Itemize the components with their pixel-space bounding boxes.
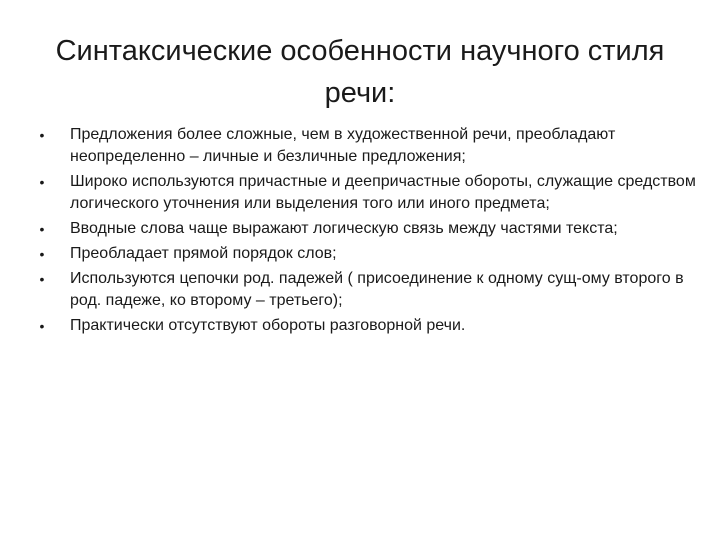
slide-title-line-2: речи: bbox=[324, 77, 396, 109]
bullet-icon: • bbox=[39, 174, 45, 190]
bullet-list bbox=[36, 124, 696, 340]
bullet-item-2 bbox=[36, 171, 696, 215]
bullet-item-6 bbox=[36, 315, 696, 337]
bullet-text: Вводные слова чаще выражают логическую связь между частями текста; bbox=[70, 220, 618, 237]
bullet-item-5 bbox=[36, 268, 696, 312]
bullet-item-1 bbox=[36, 124, 696, 168]
bullet-icon: • bbox=[39, 318, 45, 334]
bullet-text: Предложения более сложные, чем в художественной речи, преобладают неопределенно – личные и безличные предложения; bbox=[70, 126, 616, 165]
bullet-icon: • bbox=[39, 271, 45, 287]
bullet-item-4 bbox=[36, 243, 696, 265]
bullet-text: Используются цепочки род. падежей ( присоединение к одному сущ-ому второго в род. падеже, ко второму – третьего); bbox=[70, 270, 684, 309]
bullet-text: Практически отсутствуют обороты разговорной речи. bbox=[70, 317, 466, 334]
bullet-text: Широко используются причастные и деепричастные обороты, служащие средством логического уточнения или выделения того или иного предмета; bbox=[70, 173, 696, 212]
bullet-item-3 bbox=[36, 218, 696, 240]
slide-title-line-1: Синтаксические особенности научного стиля bbox=[55, 35, 665, 67]
bullet-icon: • bbox=[39, 246, 45, 262]
slide-title bbox=[40, 30, 680, 114]
bullet-text: Преобладает прямой порядок слов; bbox=[70, 245, 337, 262]
bullet-icon: • bbox=[39, 221, 45, 237]
bullet-icon: • bbox=[39, 127, 45, 143]
